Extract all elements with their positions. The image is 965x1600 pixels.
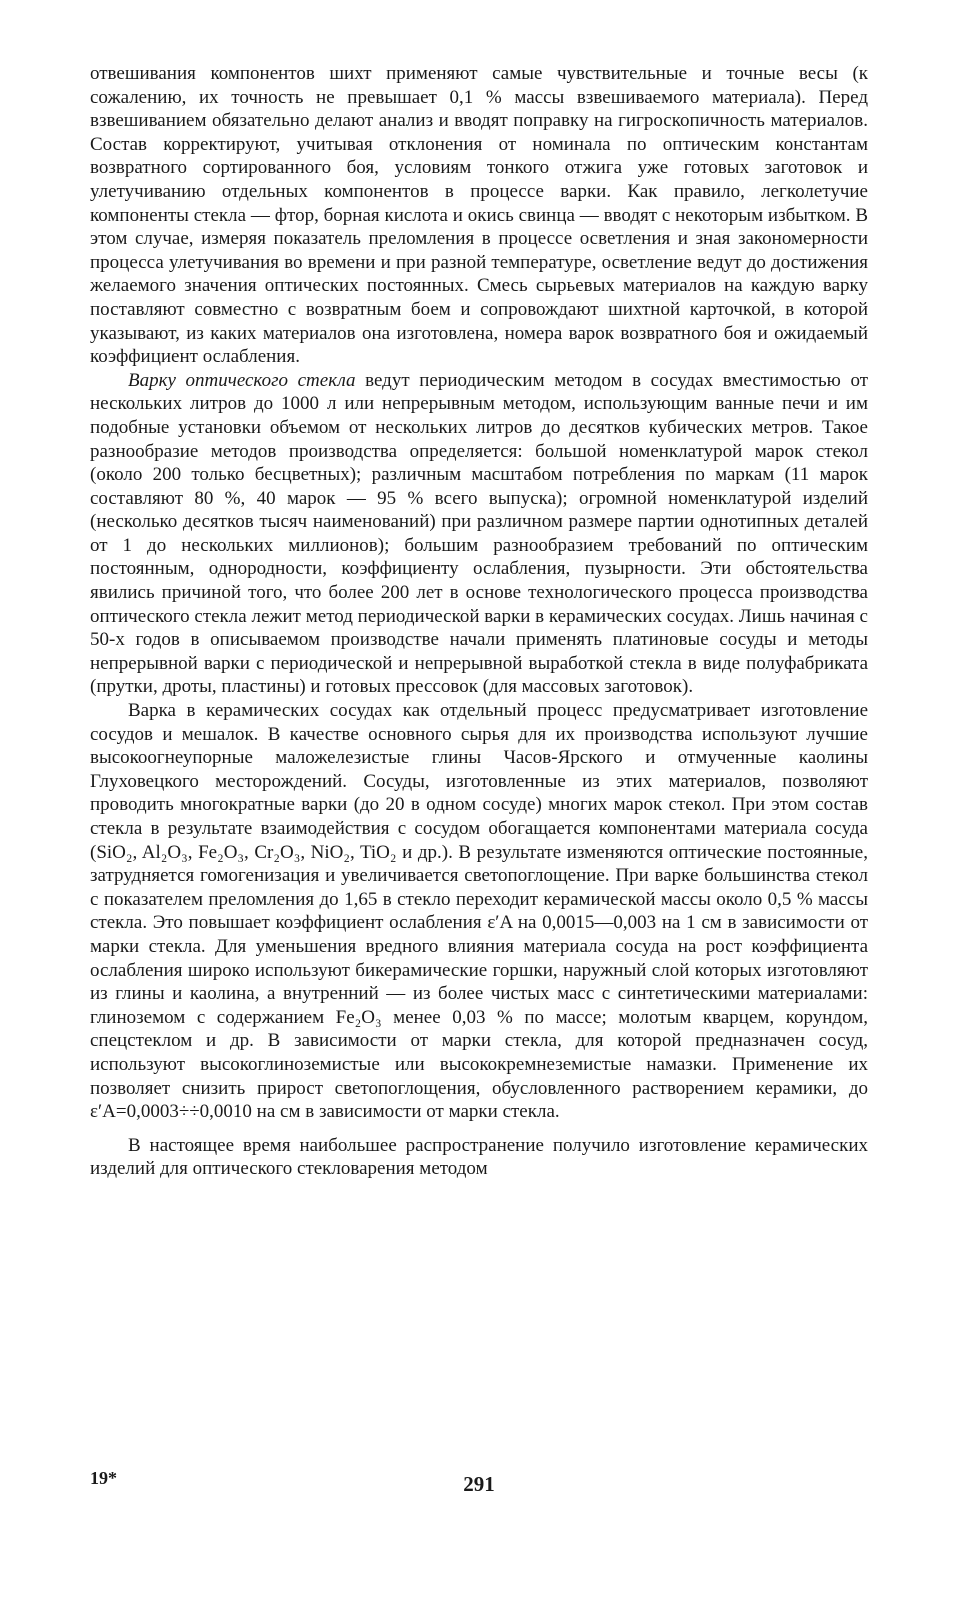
signature-mark: 19* bbox=[90, 1468, 117, 1488]
page-number: 291 bbox=[463, 1472, 495, 1496]
paragraph-weighing: отвешивания компонентов шихт применяют самые чувствительные и точные весы (к сожалению, их точность не превышает 0,1 % массы взвешиваемого материала). Перед взвешиванием обязательно делают анализ и вводят поправку на гигроскопичность материалов. Состав корректируют, учитывая отклонения от номинала по оптическим константам возвратного сортированного боя, условиям тонкого отжига уже готовых заготовок и улетучиванию отдельных компонентов в процессе варки. Как правило, легколетучие компоненты стекла — фтор, борная кислота и окись свинца — вводят с некоторым избытком. В этом случае, измеряя показатель преломления в процессе осветления и зная закономерности процесса улетучивания во времени и при разной температуре, осветление ведут до достижения желаемого значения оптических постоянных. Смесь сырьевых материалов на каждую варку поставляют совместно с возвратным боем и сопровождают шихтной карточкой, в которой указывают, из каких материалов она изготовлена, номера варок возвратного боя и ожидаемый коэффициент ослабления. bbox=[90, 63, 868, 368]
paragraph-present-time: В настоящее время наибольшее распространение получило изготовление керамических изделий для оптического стекловарения методом bbox=[90, 1134, 868, 1180]
paragraph-ceramic-vessels: Варка в керамических сосудах как отдельный процесс предусматривает изготовление сосудов и мешалок. В качестве основного сырья для их производства используют лучшие высокоогнеупорные маложелезистые глины Часов-Ярского и отмученные каолины Глуховецкого месторождений. Сосуды, изготовленные из этих материалов, позволяют проводить многократные варки (до 20 в одном сосуде) многих марок стекол. При этом состав стекла в результате взаимодействия с сосудом обогащается компонентами материала сосуда (SiO₂, Al₂O₃, Fe₂O₃, Cr₂O₃, NiO₂, TiO₂ и др.). В результате изменяются оптические постоянные, затрудняется гомогенизация и увеличивается светопоглощение. При варке большинства стекол с показателем преломления до 1,65 в стекло переходит керамической массы около 0,5 % массы стекла. Это повышает коэффициент ослабления ε′A на 0,0015—0,003 на 1 см в зависимости от марки стекла. Для уменьшения вредного влияния материала сосуда на рост коэффициента ослабления широко используют бикерамические горшки, наружный слой которых изготовляют из глины и каолина, а внутренний — из более чистых масс с синтетическими материалами: глиноземом с содержанием Fe₂O₃ менее 0,03 % по массе; молотым кварцем, корундом, спецстеклом и др. В зависимости от марки стекла, для которой предназначен сосуд, используют высокоглиноземистые или высококремнеземистые намазки. Применение их позволяет снизить прирост светопоглощения, обусловленного растворением керамики, до ε′A=0,0003÷÷0,0010 на см в зависимости от марки стекла. bbox=[90, 700, 868, 1123]
paragraph-glass-melting bbox=[90, 369, 868, 699]
page-footer bbox=[90, 1468, 868, 1498]
page-body bbox=[90, 62, 868, 1181]
paragraph-glass-melting-text: ведут периодическим методом в сосудах вместимостью от нескольких литров до 1000 л или непрерывным методом, использующим ванные печи и им подобные установки объемом от нескольких литров до десятков кубических метров. Такое разнообразие методов производства определяется: большой номенклатурой марок стекол (около 200 только бесцветных); различным масштабом потребления по маркам (11 марок составляют 80 %, 40 марок — 95 % всего выпуска); огромной номенклатурой изделий (несколько десятков тысяч наименований) при различном размере партии однотипных деталей от 1 до нескольких миллионов); большим разнообразием требований по оптическим постоянным, однородности, коэффициенту ослабления, пузырности. Эти обстоятельства явились причиной того, что более 200 лет в основе технологического процесса производства оптического стекла лежит метод периодической варки в керамических сосудах. Лишь начиная с 50-х годов в описываемом производстве начали применять платиновые сосуды и методы непрерывной варки с периодической и непрерывной выработкой стекла в виде полуфабриката (прутки, дроты, пластины) и готовых прессовок (для массовых заготовок). bbox=[90, 369, 868, 698]
italic-term: Варку оптического стекла bbox=[128, 369, 356, 391]
